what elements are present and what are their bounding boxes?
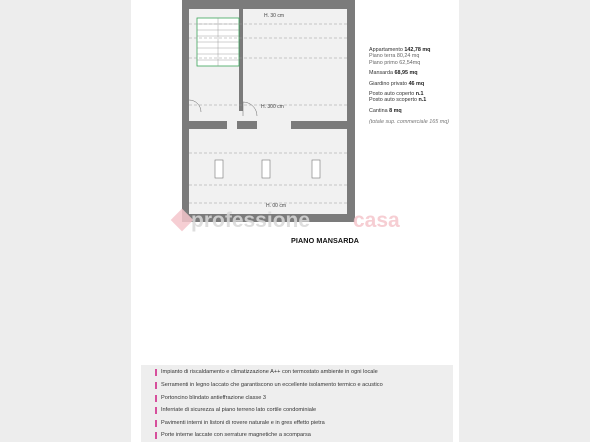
skylight [215,160,223,178]
height-label: H. 300 cm [261,104,284,110]
info-appartamento: Appartamento 142,78 mq [369,47,431,53]
info-mansarda: Mansarda 68,95 mq [369,70,418,77]
height-label: H. 00 cm [266,203,287,209]
interior-wall [237,121,257,129]
feature-bullet [155,432,157,439]
height-label: H. 30 cm [264,13,285,19]
feature-item: Portoncino blindato antieffrazione classe 3 [161,395,266,401]
plan-title: PIANO MANSARDA [291,236,360,245]
info-note: (totale sup. commerciale 165 mq) [369,119,449,126]
feature-item: Pavimenti interni in listoni di rovere naturale e in gres effetto pietra [161,420,325,426]
feature-bullet [155,369,157,376]
info-posto-coperto: Posto auto coperto n.1 [369,91,424,98]
watermark-text-right: casa [353,209,400,232]
feature-bullet [155,420,157,427]
feature-bullet [155,407,157,414]
info-giardino: Giardino privato 46 mq [369,80,425,87]
document-page [131,0,459,442]
feature-item: Porte interne laccate con serrature magnetiche a scomparsa [161,432,311,438]
skylight [312,160,320,178]
interior-wall [291,121,347,129]
skylight [262,160,270,178]
info-piano-terra: Piano terra 80,24 mq [369,53,420,60]
interior-wall [189,121,227,129]
info-cantina: Cantina 8 mq [369,107,402,114]
features-box [141,365,453,442]
surface-info [369,47,469,126]
feature-item: Impianto di riscaldamento e climatizzazione A++ con termostato ambiente in ogni locale [161,369,378,375]
watermark-text-left: professione [191,209,311,232]
feature-bullet [155,382,157,389]
watermark-logo [171,209,400,232]
feature-bullet [155,395,157,402]
info-piano-primo: Piano primo 62,54mq [369,59,421,66]
info-posto-scoperto: Posto auto scoperto n.1 [369,97,427,104]
feature-item: Inferriate di sicurezza al piano terreno lato cortile condominiale [161,407,316,413]
feature-item: Serramenti in legno laccato che garantiscono un eccellente isolamento termico e acustico [161,382,383,388]
